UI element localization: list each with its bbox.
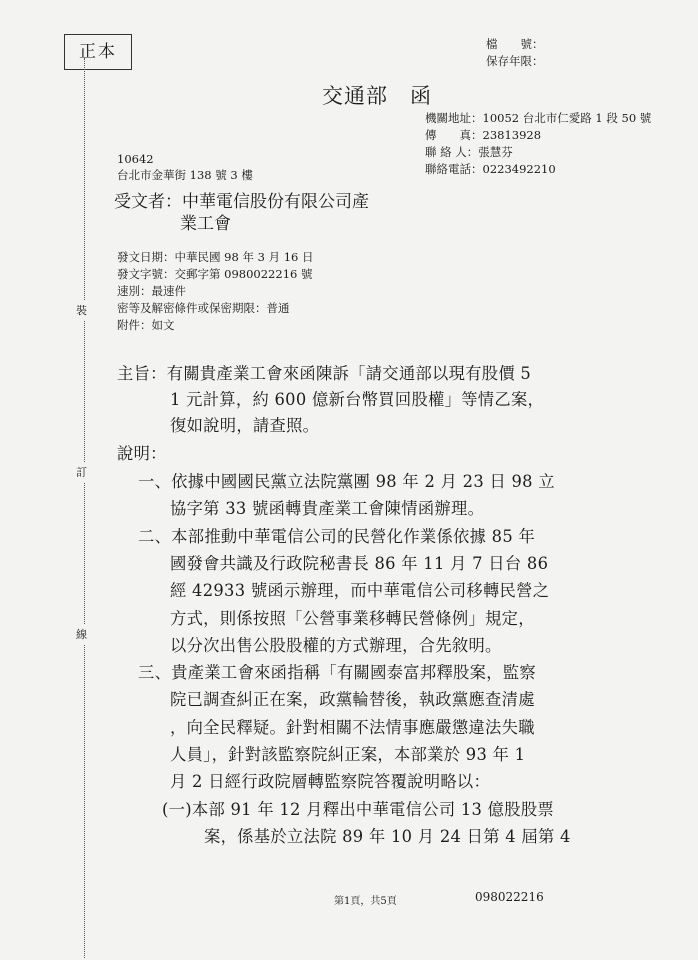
document-number: 發文字號：交郵字第 0980022216 號	[117, 267, 313, 281]
agency-contact: 聯 絡 人：張慧芬	[425, 145, 513, 159]
binding-mark-ding: 訂	[76, 462, 87, 482]
original-copy-stamp: 正本	[64, 34, 132, 70]
document-title: 交通部 函	[322, 84, 432, 108]
explanation-line: ，向全民釋疑。針對相關不法情事應嚴懲違法失職	[170, 718, 535, 737]
issue-date: 發文日期：中華民國 98 年 3 月 16 日	[117, 250, 314, 264]
agency-fax: 傳 真：23813928	[425, 128, 542, 142]
explanation-line: 方式，則係按照「公營事業移轉民營條例」規定，	[170, 609, 535, 628]
recipient-line-2: 業工會	[180, 214, 231, 234]
agency-phone: 聯絡電話：0223492210	[425, 162, 556, 176]
recipient-line-1: 受文者：中華電信股份有限公司產	[114, 192, 369, 212]
explanation-line: 一、依據中國國民黨立法院黨團 98 年 2 月 23 日 98 立	[138, 472, 555, 491]
file-number-label: 檔 號：	[486, 37, 544, 51]
explanation-line: 協字第 33 號函轉貴產業工會陳情函辦理。	[170, 499, 485, 518]
explanation-line: 三、貴產業工會來函指稱「有關國泰富邦釋股案，監察	[138, 663, 536, 682]
classification: 密等及解密條件或保密期限：普通	[117, 301, 290, 315]
urgency: 速別：最速件	[117, 284, 186, 298]
explanation-line: 人員」，針對該監察院糾正案，本部業於 93 年 1	[170, 745, 526, 764]
explanation-line: (一)本部 91 年 12 月釋出中華電信公司 13 億股股票	[162, 800, 554, 819]
explanation-line: 經 42933 號函示辦理，而中華電信公司移轉民營之	[170, 581, 550, 600]
recipient-address: 台北市金華街 138 號 3 樓	[117, 168, 253, 182]
explanation-line: 月 2 日經行政院層轉監察院答覆說明略以：	[170, 772, 491, 791]
attachments: 附件：如文	[117, 318, 175, 332]
explanation-line: 二、本部推動中華電信公司的民營化作業係依據 85 年	[138, 527, 536, 546]
agency-address: 機關地址：10052 台北市仁愛路 1 段 50 號	[425, 111, 652, 125]
retention-period-label: 保存年限：	[486, 54, 544, 68]
explanation-line: 案，係基於立法院 89 年 10 月 24 日第 4 屆第 4	[204, 827, 571, 846]
subject-line-2: 1 元計算，約 600 億新台幣買回股權」等情乙案，	[170, 390, 545, 409]
explanation-line: 以分次出售公股股權的方式辦理，合先敘明。	[170, 636, 502, 655]
subject-line-3: 復如說明，請查照。	[170, 416, 320, 435]
subject-line-1: 主旨：有關貴產業工會來函陳訴「請交通部以現有股價 5	[117, 364, 532, 383]
binding-mark-xian: 線	[76, 624, 87, 644]
explanation-line: 國發會共識及行政院秘書長 86 年 11 月 7 日台 86	[170, 554, 549, 573]
binding-line	[84, 58, 85, 958]
binding-mark-zhuang: 裝	[76, 300, 87, 320]
recipient-postal-code: 10642	[117, 152, 154, 166]
explanation-label: 說明：	[117, 444, 167, 463]
footer-document-number: 098022216	[475, 890, 544, 904]
explanation-line: 院已調查糾正在案，政黨輪替後，執政黨應查清處	[170, 690, 535, 709]
page-indicator: 第1頁，共5頁	[334, 896, 397, 907]
